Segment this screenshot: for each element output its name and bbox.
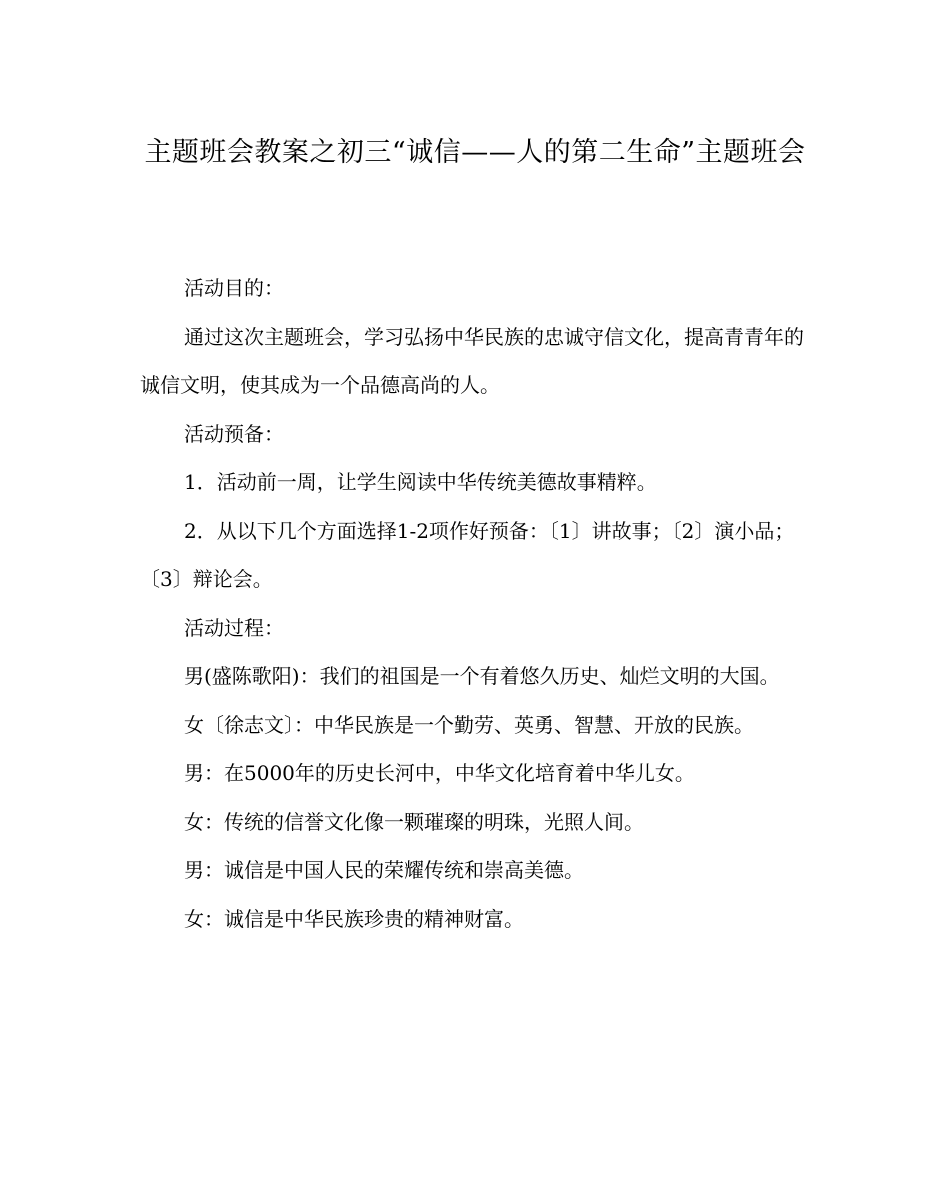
paragraph-dialogue-4: 女：传统的信誉文化像一颗璀璨的明珠，光照人间。 bbox=[184, 809, 644, 834]
paragraph-activity-goal-heading: 活动目的： bbox=[184, 276, 284, 300]
paragraph-dialogue-6: 女：诚信是中华民族珍贵的精神财富。 bbox=[184, 906, 524, 931]
paragraph-dialogue-3: 男：在5000年的历史长河中，中华文化培育着中华儿女。 bbox=[184, 761, 695, 785]
paragraph-process-heading: 活动过程： bbox=[184, 615, 284, 640]
document-body bbox=[140, 264, 812, 943]
paragraph-preparation-item-1: 1．活动前一周，让学生阅读中华传统美德故事精粹。 bbox=[184, 470, 657, 494]
document-title: 主题班会教案之初三“诚信——人的第二生命”主题班会 bbox=[144, 137, 806, 168]
paragraph-dialogue-1: 男(盛陈歌阳)：我们的祖国是一个有着悠久历史、灿烂文明的大国。 bbox=[184, 664, 780, 688]
paragraph-preparation-heading: 活动预备： bbox=[184, 421, 284, 446]
paragraph-dialogue-5: 男：诚信是中国人民的荣耀传统和崇高美德。 bbox=[184, 858, 584, 882]
paragraph-dialogue-2: 女〔徐志文〕：中华民族是一个勤劳、英勇、智慧、开放的民族。 bbox=[184, 712, 754, 737]
paragraph-activity-goal: 通过这次主题班会，学习弘扬中华民族的忠诚守信文化，提高青青年的诚信文明，使其成为一个品德高尚的人。 bbox=[140, 324, 804, 397]
paragraph-preparation-item-2: 2．从以下几个方面选择1-2项作好预备：〔1〕讲故事；〔2〕演小品；〔3〕辩论会。 bbox=[140, 518, 795, 591]
